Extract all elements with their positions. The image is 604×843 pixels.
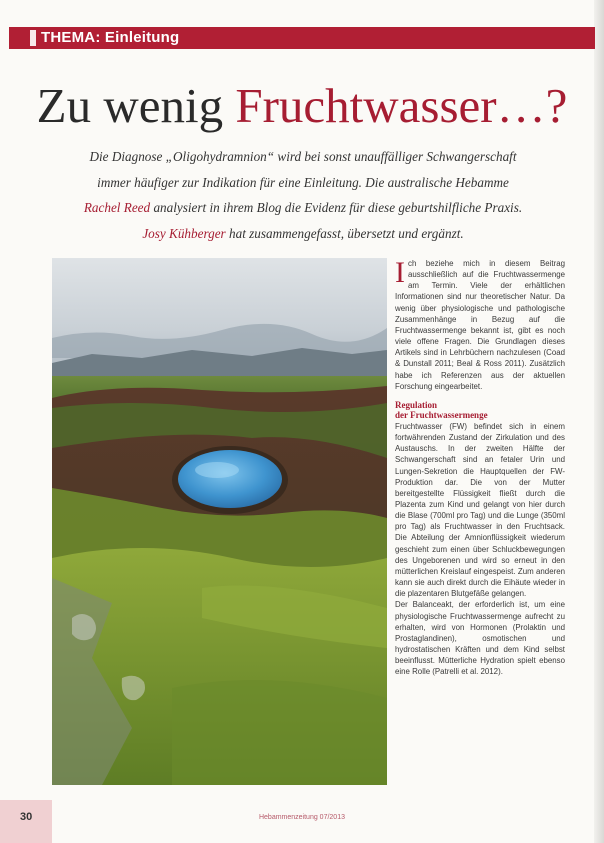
subheading-regulation bbox=[395, 400, 565, 421]
paragraph-1-text: ch beziehe mich in diesem Beitrag ausschließlich auf die Fruchtwassermenge am Termin. Viele der erhältlichen Informationen sind nur theoretischer Natur. Da wenig über physiologische und pathologische Zusammenhänge in Bezug auf die Fruchtwassermenge bekannt ist, gibt es noch viele offene Fragen. Die Grundlagen dieses Artikels sind in Lehrbüchern nachzulesen (Coad & Dunstall 2011; Beal & Ross 2011). Zusätzlich habe ich Referenzen aus der aktuellen Forschung eingearbeitet. bbox=[395, 259, 565, 391]
page-number: 30 bbox=[20, 811, 33, 823]
drop-cap: I bbox=[395, 256, 405, 289]
translator-name: Josy Kühberger bbox=[142, 225, 226, 241]
article-title bbox=[0, 78, 604, 134]
publication-footer: Hebammenzeitung 07/2013 bbox=[258, 814, 345, 821]
intro-line-2: immer häufiger zur Indikation für eine Einleitung. Die australische Hebamme bbox=[97, 174, 509, 190]
subheading-line-2: der Fruchtwassermenge bbox=[395, 410, 488, 421]
section-marker bbox=[30, 30, 36, 46]
title-part-2: Fruchtwasser…? bbox=[235, 78, 568, 133]
intro-line-1: Die Diagnose „Oligohydramnion“ wird bei sonst unauffälliger Schwangerschaft bbox=[89, 149, 517, 164]
title-part-1: Zu wenig bbox=[36, 78, 224, 133]
paragraph-2: Fruchtwasser (FW) befindet sich in einem fortwährenden Zustand der Zirkulation und des Austauschs. In der zweiten Hälfte der Schwangerschaft sind an fetaler Urin und Lungen-Sekretion die Hauptquellen der FW-Produktion dar. Die von der Mutter bereitgestellte Flüssigkeit fließt durch die Plazenta zum Kind und gelangt von hier durch die Blase (700ml pro Tag) und die Lunge (350ml pro Tag) als Fruchtwasser in den Fruchtsack. Die Abteilung der Amnionflüssigkeit wiederum geschieht zum einen über Schluckbewegungen des Ungeborenen und wird so erneut in den mütterlichen Kreislauf eingespeist. Zum anderen kann sie auch direkt durch die Eihäute wieder in die plazentaren Blutgefäße gelangen. bbox=[395, 421, 565, 599]
paragraph-3: Der Balanceakt, der erforderlich ist, um eine physiologische Fruchtwassermenge aufrecht zu erhalten, wird von Hormonen (Prolaktin und Prostaglandinen), osmotischen und hydrostatischen Kräften und dem Kind selbst beeinflusst. Mütterliche Hydration spielt ebenso eine Rolle (Patrelli et al. 2012). bbox=[395, 600, 565, 677]
intro-line-4: hat zusammengefasst, übersetzt und ergänzt. bbox=[225, 225, 464, 241]
crater-lake-photo bbox=[52, 258, 387, 785]
paragraph-1 bbox=[395, 258, 565, 392]
article-column bbox=[395, 258, 565, 677]
subheading-line-1: Regulation bbox=[395, 399, 438, 410]
intro-line-3: analysiert in ihrem Blog die Evidenz für diese geburtshilfliche Praxis. bbox=[150, 200, 523, 215]
author-name: Rachel Reed bbox=[83, 200, 151, 215]
section-label: THEMA: Einleitung bbox=[41, 29, 180, 46]
intro-text bbox=[40, 144, 566, 246]
